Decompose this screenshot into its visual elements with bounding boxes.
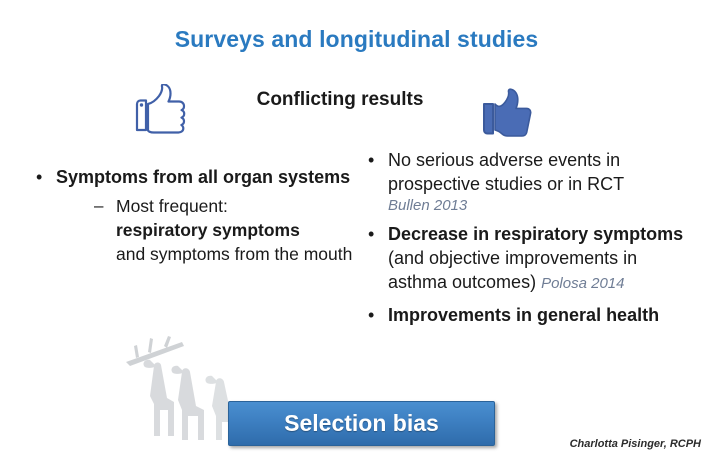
list-item-text: No serious adverse events in prospective studies or in RCT — [388, 150, 625, 194]
page-title: Surveys and longitudinal studies — [174, 26, 539, 52]
list-item — [366, 222, 696, 296]
bullet-marker: • — [36, 167, 43, 187]
right-bullet-column — [366, 148, 696, 334]
thumb-up-icon — [476, 84, 538, 138]
sub-item-tail: and symptoms from the mouth — [116, 244, 353, 264]
author-credit: Charlotta Pisinger, RCPH — [569, 438, 701, 450]
list-item — [366, 148, 696, 215]
left-sub-list — [94, 194, 354, 266]
citation: Bullen 2013 — [388, 197, 468, 214]
selection-bias-banner[interactable]: Selection bias — [228, 401, 495, 446]
sub-item-bold: respiratory symptoms — [116, 220, 300, 240]
right-bullet-list — [366, 148, 696, 327]
list-item-text: Symptoms from all organ systems — [56, 167, 351, 187]
list-item — [94, 194, 354, 266]
citation: Polosa 2014 — [541, 275, 625, 292]
bullet-marker: • — [368, 305, 375, 325]
list-item-bold: Decrease in respiratory symptoms — [388, 224, 684, 244]
list-item-bold: Improvements in general health — [388, 305, 660, 325]
list-item-text: (and objective improvements in asthma outcomes) — [388, 248, 638, 292]
sub-item-lead: Most frequent: — [116, 196, 228, 216]
list-item — [366, 303, 696, 327]
left-bullet-column — [34, 165, 354, 273]
slide-subtitle: Conflicting results — [256, 89, 424, 110]
bullet-marker: • — [368, 150, 375, 170]
left-bullet-list — [34, 165, 354, 266]
thumb-down-icon — [129, 84, 191, 138]
bullet-marker: • — [368, 224, 375, 244]
bullet-marker: – — [94, 196, 104, 215]
list-item — [34, 165, 354, 266]
